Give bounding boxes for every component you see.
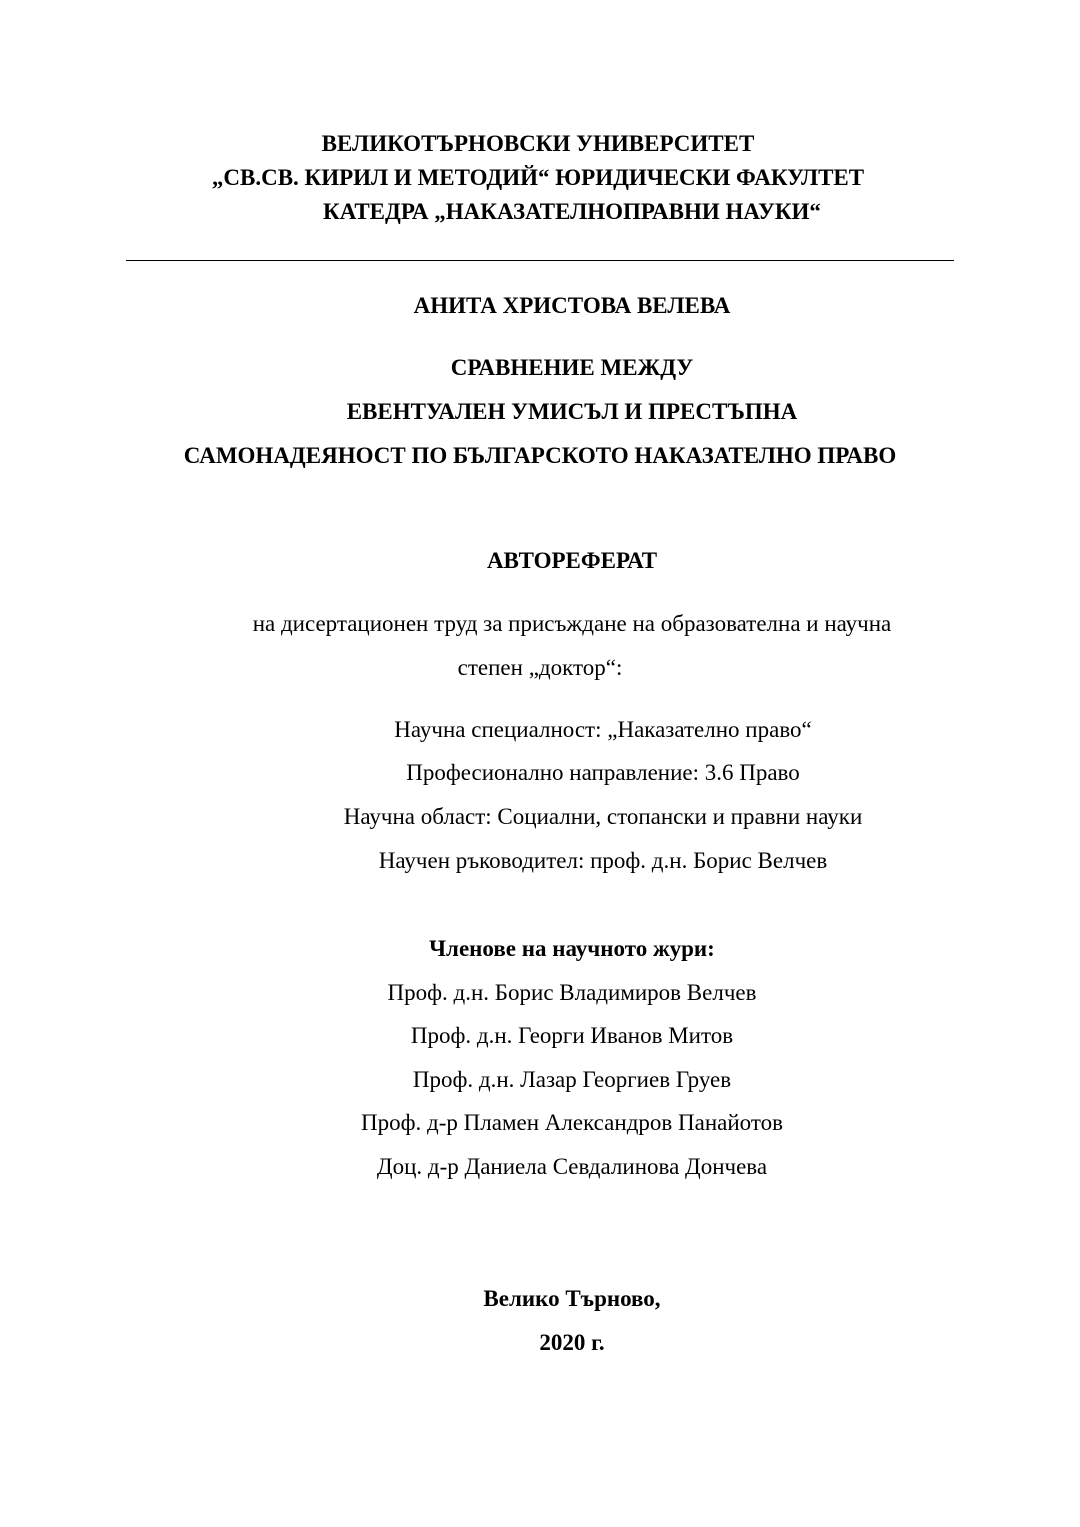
purpose-line2: степен „доктор“: xyxy=(457,655,623,680)
university-name-line1: ВЕЛИКОТЪРНОВСКИ УНИВЕРСИТЕТ xyxy=(321,131,755,156)
purpose-line1: на дисертационен труд за присъждане на образователна и научна xyxy=(252,611,892,636)
year: 2020 г. xyxy=(539,1330,605,1355)
author-name: АНИТА ХРИСТОВА ВЕЛЕВА xyxy=(413,293,731,318)
city: Велико Търново, xyxy=(483,1286,661,1311)
jury-member: Проф. д.н. Георги Иванов Митов xyxy=(410,1023,734,1048)
title-line2: ЕВЕНТУАЛЕН УМИСЪЛ И ПРЕСТЪПНА xyxy=(346,399,798,424)
jury-member: Доц. д-р Даниела Севдалинова Дончева xyxy=(376,1154,768,1179)
title-line3: САМОНАДЕЯНОСТ ПО БЪЛГАРСКОТО НАКАЗАТЕЛНО ПРАВО xyxy=(183,443,897,468)
professional-direction: Професионално направление: 3.6 Право xyxy=(406,760,800,785)
title-line1: СРАВНЕНИЕ МЕЖДУ xyxy=(450,355,694,380)
jury-member: Проф. д.н. Лазар Георгиев Груев xyxy=(412,1067,732,1092)
jury-member: Проф. д-р Пламен Александров Панайотов xyxy=(361,1110,783,1135)
jury-member: Проф. д.н. Борис Владимиров Велчев xyxy=(387,980,757,1005)
header-divider xyxy=(126,260,954,261)
scientific-supervisor: Научен ръководител: проф. д.н. Борис Велчев xyxy=(378,848,828,873)
scientific-field: Научна област: Социални, стопански и правни науки xyxy=(343,804,863,829)
department-name: КАТЕДРА „НАКАЗАТЕЛНОПРАВНИ НАУКИ“ xyxy=(323,199,821,224)
jury-heading: Членове на научното жури: xyxy=(429,936,715,961)
scientific-specialty: Научна специалност: „Наказателно право“ xyxy=(394,717,812,742)
document-type: АВТОРЕФЕРАТ xyxy=(486,548,658,573)
university-name-line2: „СВ.СВ. КИРИЛ И МЕТОДИЙ“ ЮРИДИЧЕСКИ ФАКУЛТЕТ xyxy=(211,165,865,190)
